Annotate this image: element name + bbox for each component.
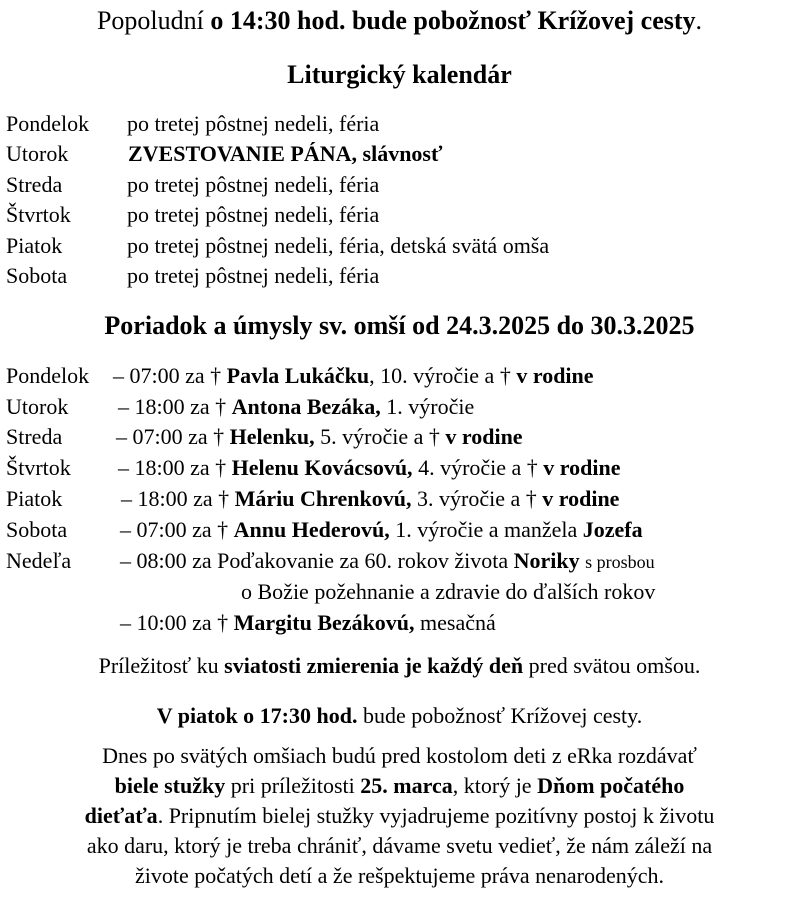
- liturgical-day: Sobota: [6, 263, 68, 288]
- liturgical-title: Liturgický kalendár: [287, 60, 512, 89]
- announcement-suffix: .: [695, 6, 703, 35]
- ribbons-line: živote počatých detí a že rešpektujeme práva nenarodených.: [135, 863, 664, 888]
- liturgical-day: Pondelok: [6, 111, 90, 136]
- ribbons-line: ako daru, ktorý je treba chrániť, dávame svetu vedieť, že nám záleží na: [86, 833, 713, 858]
- confession-note: [0, 653, 799, 679]
- mass-rest: 4. výročie a †: [412, 455, 538, 480]
- mass-name: Helenu Kovácsovú,: [231, 455, 413, 480]
- mass-name: Antona Bezáka,: [231, 394, 381, 419]
- mass-rest: , 10. výročie a †: [369, 363, 511, 388]
- mass-time: – 07:00: [120, 517, 187, 542]
- mass-row: [120, 517, 643, 543]
- mass-rest: 1. výročie a manžela: [389, 517, 578, 542]
- ribbons-line: [0, 773, 799, 799]
- masses-title: Poriadok a úmysly sv. omší od 24.3.2025 do 30.3.2025: [104, 311, 695, 340]
- mass-extra: v rodine: [516, 363, 594, 388]
- ribbons-bold: 25. marca: [360, 773, 453, 798]
- mass-row: [113, 363, 594, 389]
- liturgical-day: Štvrtok: [6, 202, 71, 227]
- mass-intention: za Poďakovanie za 60. rokov života: [192, 548, 509, 573]
- mass-name: Pavla Lukáčku: [226, 363, 370, 388]
- mass-name: Annu Hederovú,: [233, 517, 390, 542]
- mass-extra: Jozefa: [582, 517, 643, 542]
- liturgical-text: po tretej pôstnej nedeli, féria: [127, 263, 380, 288]
- mass-name: Máriu Chrenkovú,: [234, 486, 412, 511]
- ribbons-line: Dnes po svätých omšiach budú pred kostolom deti z eRka rozdávať: [102, 743, 697, 768]
- mass-rest: 5. výročie a †: [314, 424, 440, 449]
- ribbons-bold: Dňom počatého: [537, 773, 685, 798]
- ribbons-text: pri príležitosti: [225, 773, 361, 798]
- mass-row: [118, 394, 474, 420]
- mass-day: Pondelok: [6, 363, 90, 388]
- mass-row: [118, 455, 621, 481]
- liturgical-feast: ZVESTOVANIE PÁNA, slávnosť: [128, 141, 443, 166]
- mass-intention-cont: s prosbou: [585, 552, 655, 572]
- friday-rest: bude pobožnosť Krížovej cesty.: [357, 703, 643, 728]
- mass-extra: v rodine: [445, 424, 523, 449]
- liturgical-day: Piatok: [6, 233, 63, 258]
- mass-za: za †: [192, 610, 229, 635]
- liturgical-text: po tretej pôstnej nedeli, féria: [127, 111, 380, 136]
- mass-time: – 07:00: [113, 363, 180, 388]
- mass-za: za †: [188, 424, 225, 449]
- mass-day: Štvrtok: [6, 455, 71, 480]
- ribbons-text: , ktorý je: [452, 773, 538, 798]
- mass-name: Margitu Bezákovú,: [233, 610, 415, 635]
- ribbons-text: . Pripnutím bielej stužky vyjadrujeme pozitívny postoj k životu: [157, 803, 715, 828]
- mass-day: Streda: [6, 424, 63, 449]
- mass-day: Utorok: [6, 394, 69, 419]
- announcement-prefix: Popoludní: [96, 6, 211, 35]
- mass-za: za †: [193, 486, 230, 511]
- mass-extra: v rodine: [542, 486, 620, 511]
- liturgical-day: Streda: [6, 172, 63, 197]
- mass-day: Piatok: [6, 486, 63, 511]
- announcement-bold: o 14:30 hod. bude pobožnosť Krížovej cesty: [210, 6, 696, 35]
- liturgical-day: Utorok: [6, 141, 69, 166]
- mass-row-sunday-2: [120, 610, 496, 636]
- liturgical-text: po tretej pôstnej nedeli, féria, detská svätá omša: [127, 233, 550, 258]
- mass-time: – 18:00: [118, 394, 185, 419]
- mass-za: za †: [192, 517, 229, 542]
- mass-name: Helenku,: [229, 424, 315, 449]
- confession-text-c: pred svätou omšou.: [523, 653, 701, 678]
- mass-row-sunday-1: [120, 548, 655, 574]
- top-announcement: [0, 6, 799, 36]
- ribbons-bold: dieťaťa: [84, 803, 158, 828]
- mass-extra: v rodine: [543, 455, 621, 480]
- mass-za: za †: [190, 455, 227, 480]
- confession-text-b: sviatosti zmierenia je každý deň: [224, 653, 524, 678]
- mass-row: [121, 486, 619, 512]
- mass-za: za †: [190, 394, 227, 419]
- mass-za: za †: [185, 363, 222, 388]
- mass-day: Sobota: [6, 517, 68, 542]
- friday-note: [0, 703, 799, 729]
- mass-rest: mesačná: [414, 610, 496, 635]
- ribbons-line: [0, 803, 799, 829]
- mass-time: – 18:00: [118, 455, 185, 480]
- mass-day: Nedeľa: [6, 548, 72, 573]
- mass-time: – 10:00: [120, 610, 187, 635]
- mass-time: – 18:00: [121, 486, 188, 511]
- mass-rest: 1. výročie: [380, 394, 475, 419]
- liturgical-text: po tretej pôstnej nedeli, féria: [127, 202, 380, 227]
- mass-row-sunday-1-cont: o Božie požehnanie a zdravie do ďalších rokov: [241, 579, 656, 604]
- mass-row: [116, 424, 523, 450]
- mass-time: – 08:00: [120, 548, 187, 573]
- liturgical-text: po tretej pôstnej nedeli, féria: [127, 172, 380, 197]
- mass-rest: 3. výročie a †: [411, 486, 537, 511]
- confession-text-a: Príležitosť ku: [98, 653, 225, 678]
- mass-time: – 07:00: [116, 424, 183, 449]
- mass-name: Noriky: [513, 548, 580, 573]
- friday-bold: V piatok o 17:30 hod.: [156, 703, 358, 728]
- ribbons-bold: biele stužky: [114, 773, 226, 798]
